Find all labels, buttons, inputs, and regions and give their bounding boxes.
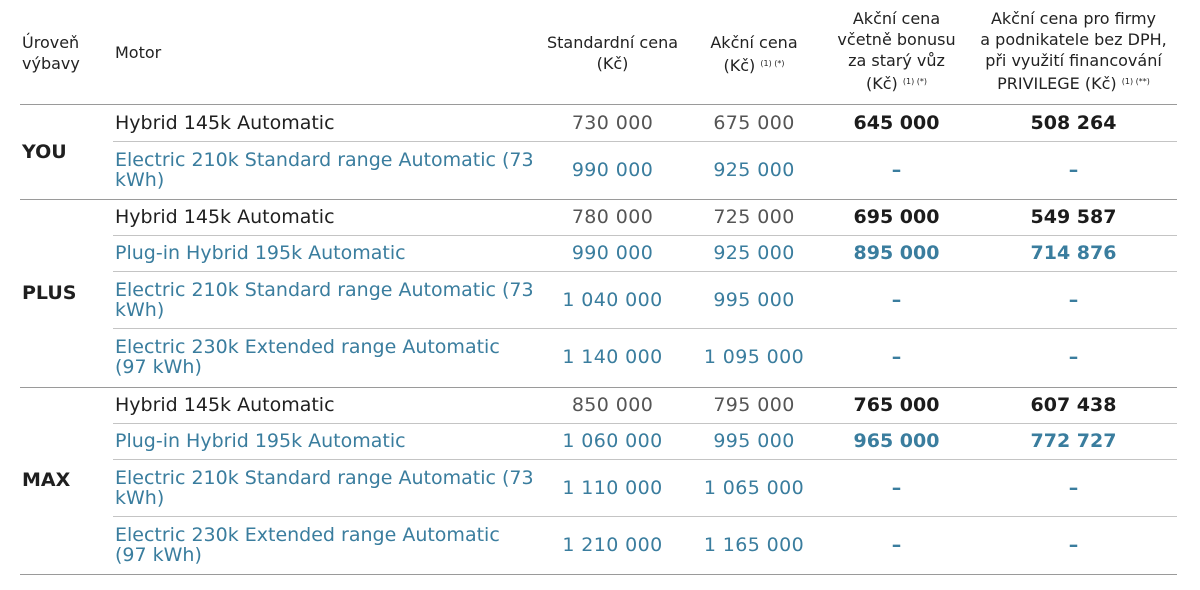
action-price-cell: 675 000 xyxy=(713,112,795,134)
header-bonus-unit: (Kč) xyxy=(866,74,898,93)
header-business-line xyxy=(965,71,1182,94)
header-bonus-line: Akční cena xyxy=(852,9,941,28)
motor-cell: Electric 230k Extended range Automatic (97 kWh) xyxy=(115,336,500,378)
motor-cell: Hybrid 145k Automatic xyxy=(115,206,335,228)
standard-price-cell: 1 210 000 xyxy=(562,534,663,556)
standard-price-cell: 1 040 000 xyxy=(562,288,663,311)
group-rule xyxy=(20,387,1177,388)
table-row xyxy=(0,141,1200,199)
header-bonus-price xyxy=(823,8,970,94)
header-motor-label: Motor xyxy=(115,43,162,62)
bonus-price-cell: 695 000 xyxy=(853,206,940,228)
table-row xyxy=(0,423,1200,459)
business-price-cell: – xyxy=(1068,159,1079,181)
bonus-price-cell: 895 000 xyxy=(853,242,940,264)
header-bonus-line xyxy=(823,71,970,94)
header-standard-line: Standardní cena xyxy=(546,33,679,52)
standard-price-cell: 780 000 xyxy=(571,206,654,228)
header-action-unit: (Kč) xyxy=(723,56,756,75)
standard-price-cell: 1 140 000 xyxy=(562,346,663,368)
table-row xyxy=(0,459,1200,516)
table-row xyxy=(0,199,1200,235)
footnote-marker: (1) (**) xyxy=(1121,77,1150,86)
trim-level-label: YOU xyxy=(22,141,67,163)
header-business-line: a podnikatele bez DPH, xyxy=(980,30,1167,49)
header-action-line: Akční cena xyxy=(710,33,798,52)
standard-price-cell: 1 110 000 xyxy=(562,476,663,499)
header-bonus-line: za starý vůz xyxy=(848,51,945,70)
motor-cell: Hybrid 145k Automatic xyxy=(115,394,335,416)
header-standard-line: (Kč) xyxy=(596,54,629,73)
motor-cell: Electric 230k Extended range Automatic (97 kWh) xyxy=(115,524,500,566)
standard-price-cell: 990 000 xyxy=(571,242,654,264)
action-price-cell: 1 065 000 xyxy=(703,476,805,499)
footnote-marker: (1) (*) xyxy=(760,59,785,68)
business-price-cell: 714 876 xyxy=(1030,242,1117,264)
header-trim-line: Úroveň xyxy=(22,33,80,52)
business-price-cell: 772 727 xyxy=(1030,430,1117,452)
action-price-cell: 995 000 xyxy=(713,288,795,311)
business-price-cell: – xyxy=(1068,476,1079,499)
table-row xyxy=(0,105,1200,141)
header-trim-line: výbavy xyxy=(22,54,80,73)
action-price-cell: 725 000 xyxy=(713,206,795,228)
action-price-cell: 795 000 xyxy=(713,394,795,416)
bonus-price-cell: – xyxy=(891,476,902,499)
bonus-price-cell: 965 000 xyxy=(853,430,940,452)
header-business-price xyxy=(965,8,1182,94)
motor-cell: Hybrid 145k Automatic xyxy=(115,112,335,134)
header-business-line: při využití financování xyxy=(985,51,1162,70)
table-bottom-rule xyxy=(20,574,1177,575)
bonus-price-cell: – xyxy=(891,534,902,556)
header-business-line: Akční cena pro firmy xyxy=(990,9,1157,28)
group-rule xyxy=(20,199,1177,200)
standard-price-cell: 1 060 000 xyxy=(562,430,663,452)
action-price-cell: 995 000 xyxy=(713,430,795,452)
business-price-cell: – xyxy=(1068,534,1079,556)
business-price-cell: 508 264 xyxy=(1030,112,1117,134)
motor-cell: Electric 210k Standard range Automatic (73 kWh) xyxy=(115,278,534,321)
action-price-cell: 925 000 xyxy=(713,159,795,181)
footnote-marker: (1) (*) xyxy=(902,77,927,86)
motor-cell: Electric 210k Standard range Automatic (73 kWh) xyxy=(115,466,534,509)
business-price-cell: 607 438 xyxy=(1030,394,1117,416)
header-action-price xyxy=(685,32,823,76)
motor-cell: Plug-in Hybrid 195k Automatic xyxy=(115,242,406,264)
trim-level-label: MAX xyxy=(22,469,71,491)
header-business-unit: PRIVILEGE (Kč) xyxy=(997,74,1117,93)
header-standard-price xyxy=(540,32,685,74)
trim-level-label: PLUS xyxy=(22,282,77,304)
bonus-price-cell: 765 000 xyxy=(853,394,940,416)
header-trim xyxy=(22,32,80,74)
table-row xyxy=(0,235,1200,271)
action-price-cell: 1 095 000 xyxy=(703,346,805,368)
table-row xyxy=(0,387,1200,423)
header-motor xyxy=(115,42,161,63)
standard-price-cell: 990 000 xyxy=(571,159,654,181)
business-price-cell: – xyxy=(1068,288,1079,311)
action-price-cell: 925 000 xyxy=(713,242,795,264)
header-action-line xyxy=(685,53,823,76)
action-price-cell: 1 165 000 xyxy=(703,534,805,556)
bonus-price-cell: – xyxy=(891,288,902,311)
motor-cell: Plug-in Hybrid 195k Automatic xyxy=(115,430,406,452)
bonus-price-cell: – xyxy=(891,159,902,181)
table-row xyxy=(0,516,1200,574)
business-price-cell: 549 587 xyxy=(1030,206,1117,228)
standard-price-cell: 730 000 xyxy=(571,112,654,134)
standard-price-cell: 850 000 xyxy=(571,394,654,416)
bonus-price-cell: 645 000 xyxy=(853,112,940,134)
business-price-cell: – xyxy=(1068,346,1079,368)
bonus-price-cell: – xyxy=(891,346,902,368)
table-row xyxy=(0,271,1200,328)
table-row xyxy=(0,328,1200,386)
header-bonus-line: včetně bonusu xyxy=(837,30,956,49)
motor-cell: Electric 210k Standard range Automatic (73 kWh) xyxy=(115,149,534,191)
